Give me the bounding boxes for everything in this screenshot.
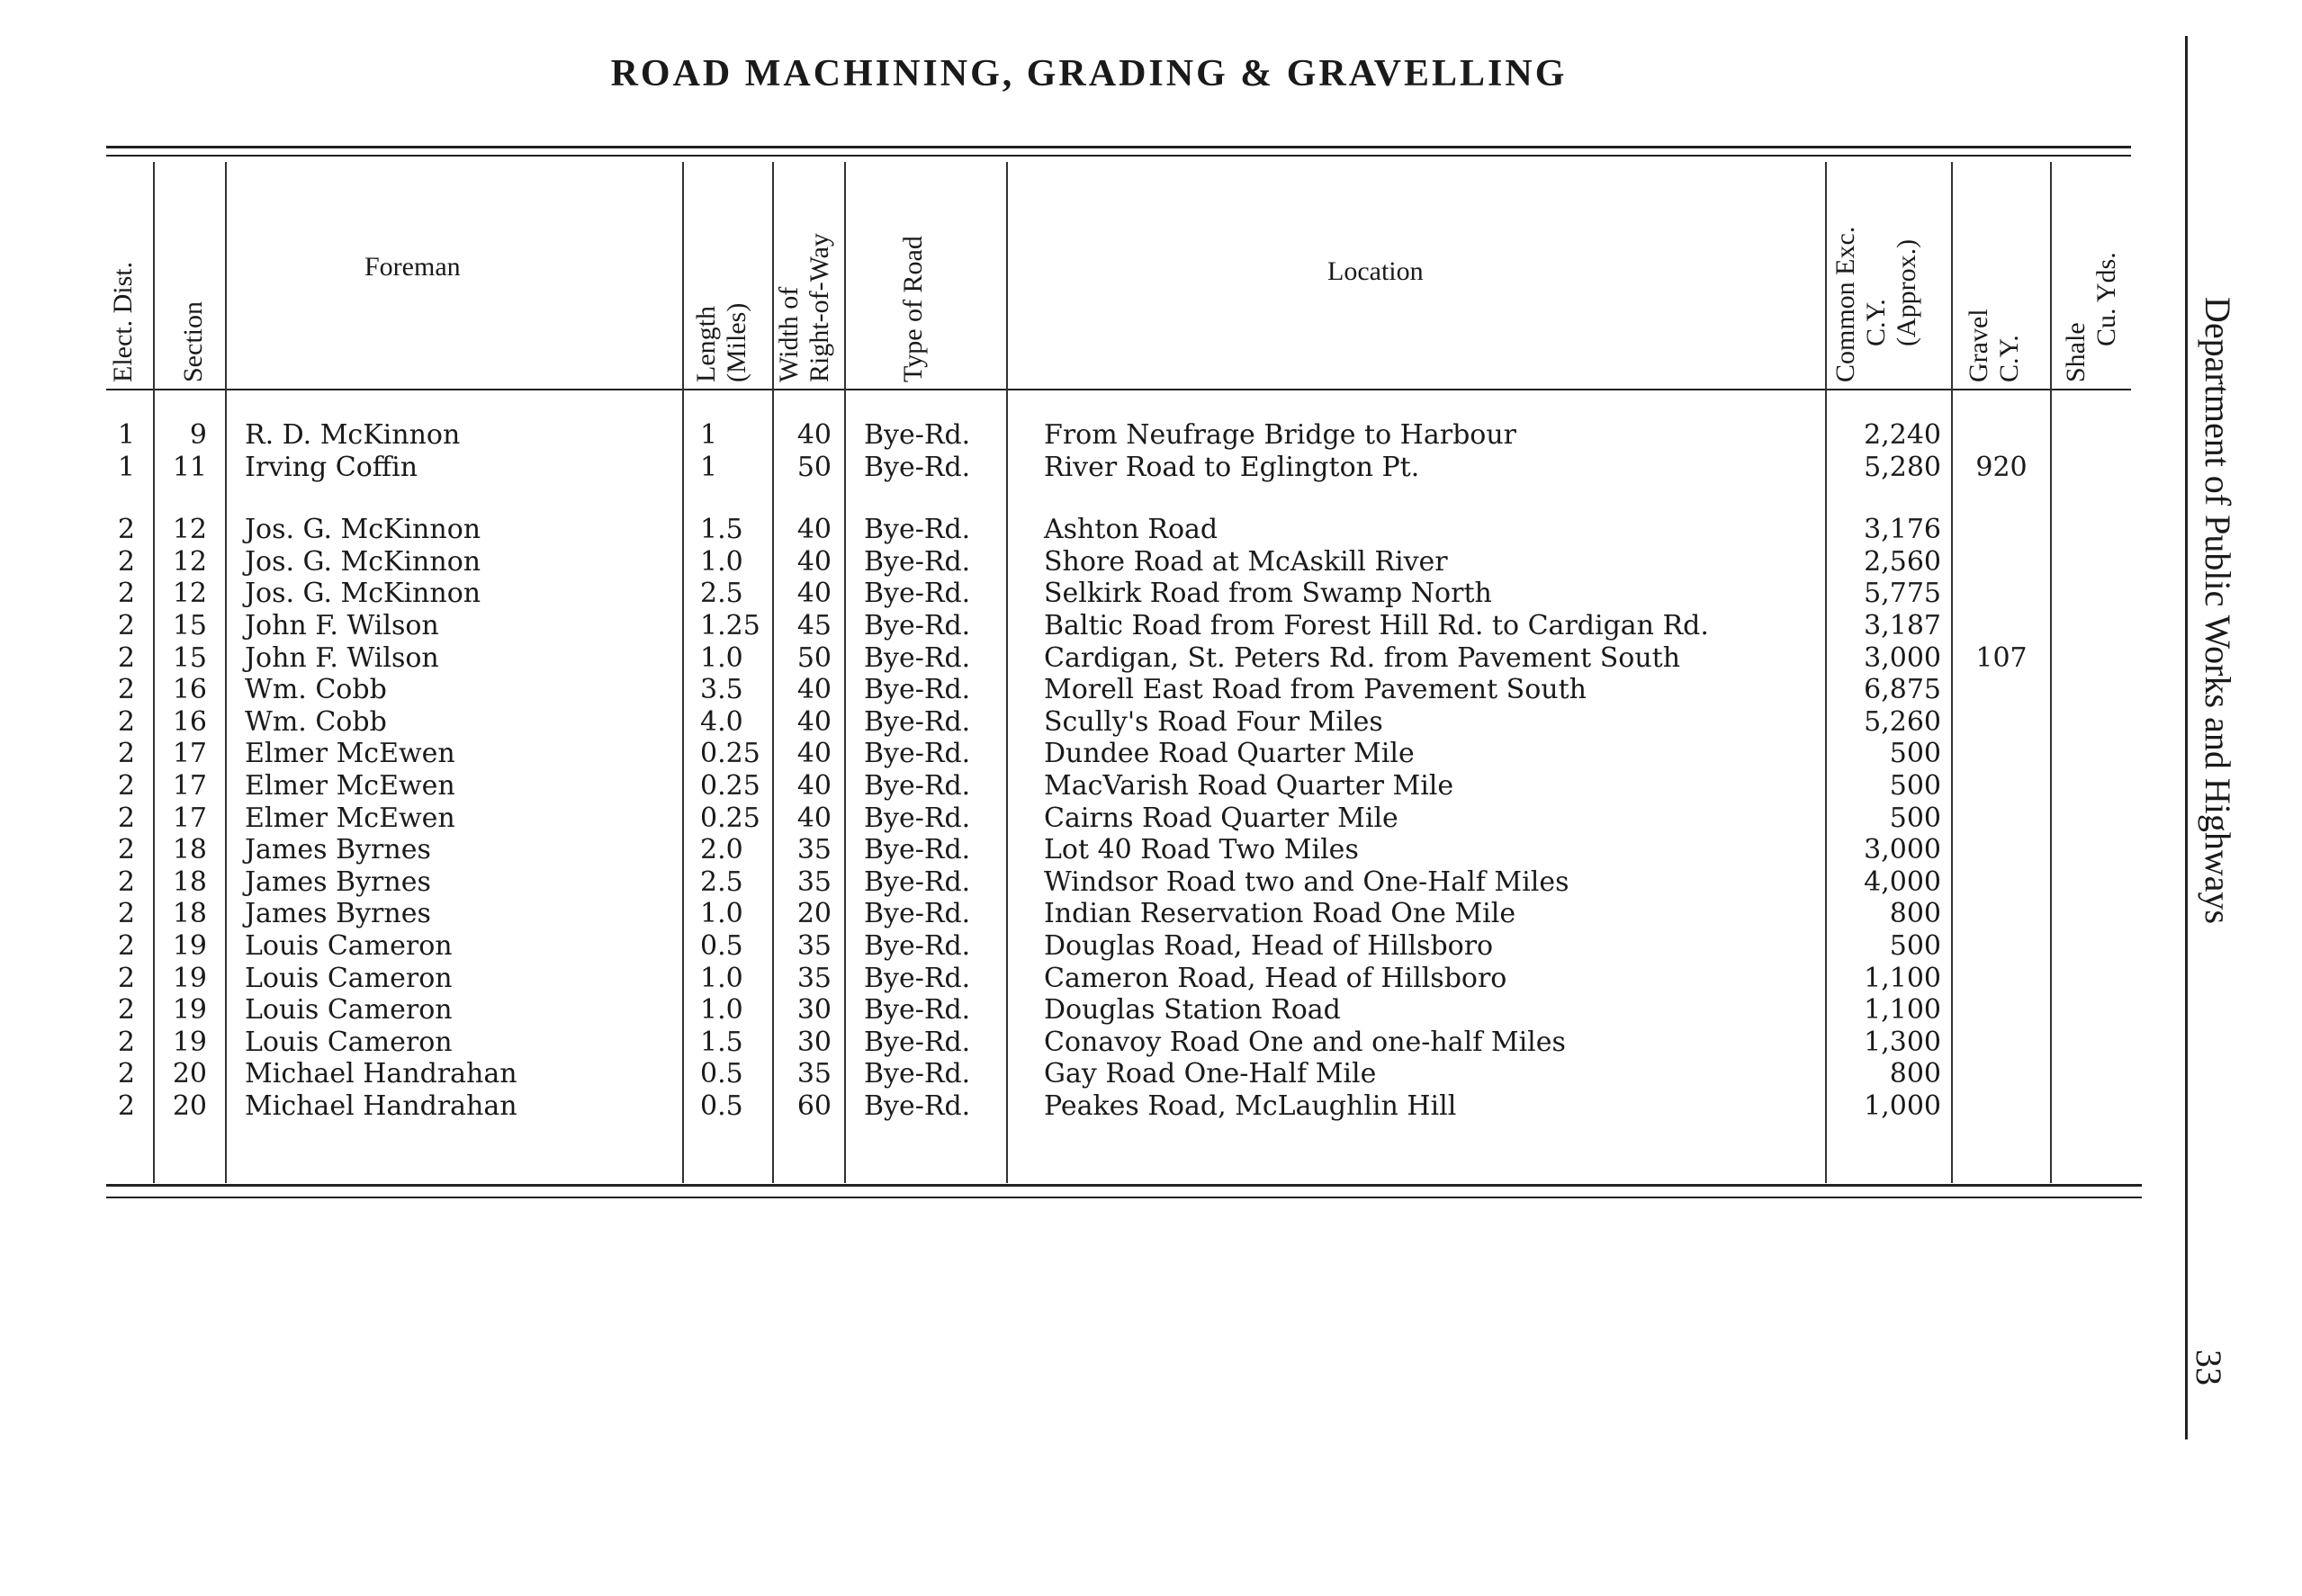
cell-length: 1.5 <box>700 514 743 546</box>
header-common-line2: C.Y. <box>1861 299 1891 346</box>
running-header: Department of Public Works and Highways <box>2198 297 2238 925</box>
cell-common-exc: 6,875 <box>1864 674 1941 706</box>
page-title: ROAD MACHINING, GRADING & GRAVELLING <box>610 53 1568 94</box>
cell-common-exc: 1,100 <box>1864 962 1941 994</box>
table-row <box>0 674 2178 706</box>
cell-elect-dist: 2 <box>117 705 135 738</box>
cell-common-exc: 2,560 <box>1864 545 1941 578</box>
table-row <box>0 610 2178 642</box>
top-rule-inner <box>106 155 2131 157</box>
cell-location: Baltic Road from Forest Hill Rd. to Cardigan Rd. <box>1044 610 1709 641</box>
table-row <box>0 546 2178 578</box>
cell-width: 30 <box>796 994 832 1027</box>
cell-elect-dist: 2 <box>117 1090 135 1122</box>
header-common-line1: Common Exc. <box>1830 226 1860 382</box>
cell-elect-dist: 2 <box>117 738 135 770</box>
cell-section: 11 <box>172 451 207 483</box>
cell-type: Bye-Rd. <box>864 641 971 674</box>
cell-common-exc: 5,775 <box>1864 578 1941 610</box>
cell-location: Morell East Road from Pavement South <box>1044 674 1587 706</box>
cell-location: Gay Road One-Half Mile <box>1044 1058 1377 1090</box>
cell-foreman: R. D. McKinnon <box>245 419 461 451</box>
cell-elect-dist: 2 <box>117 930 135 962</box>
cell-type: Bye-Rd. <box>864 834 971 866</box>
cell-location: From Neufrage Bridge to Harbour <box>1044 419 1516 451</box>
cell-location: Ashton Road <box>1044 514 1218 546</box>
cell-width: 50 <box>796 451 832 483</box>
cell-location: Scully's Road Four Miles <box>1044 705 1383 738</box>
cell-type: Bye-Rd. <box>864 930 971 962</box>
cell-elect-dist: 2 <box>117 865 135 898</box>
cell-foreman: Jos. G. McKinnon <box>245 545 481 578</box>
cell-width: 40 <box>796 419 832 451</box>
cell-common-exc: 5,280 <box>1864 451 1941 483</box>
cell-common-exc: 3,000 <box>1864 834 1941 866</box>
cell-location: Dundee Road Quarter Mile <box>1044 738 1415 770</box>
cell-location: Douglas Road, Head of Hillsboro <box>1044 930 1494 962</box>
cell-section: 16 <box>172 674 207 706</box>
cell-width: 40 <box>796 578 832 610</box>
cell-type: Bye-Rd. <box>864 802 971 834</box>
cell-gravel: 920 <box>1975 451 2028 483</box>
cell-width: 60 <box>796 1090 832 1122</box>
table-row <box>0 642 2178 675</box>
cell-type: Bye-Rd. <box>864 610 971 641</box>
cell-type: Bye-Rd. <box>864 865 971 898</box>
cell-foreman: Michael Handrahan <box>245 1058 517 1090</box>
cell-length: 0.5 <box>700 1090 743 1122</box>
cell-common-exc: 800 <box>1889 1058 1941 1090</box>
header-common-line3: (Approx.) <box>1892 238 1921 346</box>
cell-section: 15 <box>172 641 207 674</box>
cell-elect-dist: 1 <box>117 451 135 483</box>
cell-width: 40 <box>796 738 832 770</box>
cell-length: 1.25 <box>700 610 760 641</box>
header-shale-line2: Cu. Yds. <box>2091 252 2121 346</box>
cell-type: Bye-Rd. <box>864 994 971 1027</box>
cell-elect-dist: 2 <box>117 610 135 641</box>
cell-type: Bye-Rd. <box>864 419 971 451</box>
cell-common-exc: 1,000 <box>1864 1090 1941 1122</box>
cell-foreman: Louis Cameron <box>245 1026 453 1058</box>
cell-width: 45 <box>796 610 832 641</box>
cell-foreman: Wm. Cobb <box>245 705 387 738</box>
cell-section: 12 <box>172 545 207 578</box>
cell-section: 9 <box>189 419 207 451</box>
cell-type: Bye-Rd. <box>864 1058 971 1090</box>
cell-location: Douglas Station Road <box>1044 994 1341 1027</box>
cell-type: Bye-Rd. <box>864 514 971 546</box>
cell-elect-dist: 2 <box>117 898 135 930</box>
cell-width: 50 <box>796 641 832 674</box>
cell-elect-dist: 2 <box>117 1026 135 1058</box>
cell-length: 0.5 <box>700 1058 743 1090</box>
cell-section: 17 <box>172 738 207 770</box>
cell-location: Windsor Road two and One-Half Miles <box>1044 865 1569 898</box>
cell-length: 0.25 <box>700 738 760 770</box>
cell-foreman: James Byrnes <box>245 898 431 930</box>
cell-section: 12 <box>172 514 207 546</box>
cell-location: MacVarish Road Quarter Mile <box>1044 770 1454 802</box>
header-section: Section <box>178 301 208 382</box>
cell-section: 19 <box>172 994 207 1027</box>
cell-foreman: John F. Wilson <box>245 610 439 641</box>
cell-foreman: Elmer McEwen <box>245 802 455 834</box>
cell-width: 40 <box>796 770 832 802</box>
cell-location: Cairns Road Quarter Mile <box>1044 802 1398 834</box>
cell-length: 1.0 <box>700 898 743 930</box>
cell-type: Bye-Rd. <box>864 738 971 770</box>
cell-elect-dist: 2 <box>117 1058 135 1090</box>
cell-type: Bye-Rd. <box>864 962 971 994</box>
cell-width: 40 <box>796 514 832 546</box>
cell-location: Shore Road at McAskill River <box>1044 545 1448 578</box>
cell-foreman: Louis Cameron <box>245 962 453 994</box>
header-length-line1: Length <box>691 306 721 382</box>
cell-elect-dist: 1 <box>117 419 135 451</box>
top-rule <box>106 146 2131 148</box>
cell-foreman: John F. Wilson <box>245 641 439 674</box>
cell-type: Bye-Rd. <box>864 1026 971 1058</box>
cell-foreman: Irving Coffin <box>245 451 418 483</box>
header-length-line2: (Miles) <box>722 302 751 382</box>
cell-length: 1.0 <box>700 641 743 674</box>
header-type-of-road: Type of Road <box>898 236 928 382</box>
cell-length: 1 <box>700 451 718 483</box>
table-row <box>0 834 2178 866</box>
cell-section: 18 <box>172 865 207 898</box>
cell-length: 0.25 <box>700 802 760 834</box>
cell-common-exc: 5,260 <box>1864 705 1941 738</box>
cell-width: 40 <box>796 674 832 706</box>
cell-common-exc: 500 <box>1889 770 1941 802</box>
cell-section: 17 <box>172 802 207 834</box>
cell-common-exc: 500 <box>1889 802 1941 834</box>
cell-elect-dist: 2 <box>117 674 135 706</box>
cell-length: 1.0 <box>700 994 743 1027</box>
cell-length: 2.5 <box>700 578 743 610</box>
cell-type: Bye-Rd. <box>864 545 971 578</box>
cell-common-exc: 3,187 <box>1864 610 1941 641</box>
cell-foreman: Wm. Cobb <box>245 674 387 706</box>
cell-width: 35 <box>796 834 832 866</box>
cell-elect-dist: 2 <box>117 770 135 802</box>
cell-foreman: Elmer McEwen <box>245 738 455 770</box>
page-number: 33 <box>2189 1349 2229 1385</box>
cell-elect-dist: 2 <box>117 514 135 546</box>
cell-foreman: Jos. G. McKinnon <box>245 514 481 546</box>
cell-location: Conavoy Road One and one-half Miles <box>1044 1026 1566 1058</box>
cell-location: Indian Reservation Road One Mile <box>1044 898 1516 930</box>
cell-common-exc: 500 <box>1889 738 1941 770</box>
cell-location: Lot 40 Road Two Miles <box>1044 834 1359 866</box>
table-row <box>0 452 2178 484</box>
cell-width: 40 <box>796 705 832 738</box>
bottom-rule <box>106 1184 2142 1187</box>
cell-width: 40 <box>796 802 832 834</box>
cell-type: Bye-Rd. <box>864 898 971 930</box>
cell-foreman: Michael Handrahan <box>245 1090 517 1122</box>
cell-foreman: Louis Cameron <box>245 930 453 962</box>
table-row <box>0 770 2178 802</box>
cell-foreman: Jos. G. McKinnon <box>245 578 481 610</box>
cell-length: 1.0 <box>700 962 743 994</box>
header-elect-dist: Elect. Dist. <box>108 261 138 382</box>
cell-common-exc: 1,100 <box>1864 994 1941 1027</box>
cell-type: Bye-Rd. <box>864 674 971 706</box>
cell-width: 35 <box>796 962 832 994</box>
table-row <box>0 898 2178 930</box>
cell-section: 18 <box>172 898 207 930</box>
table-row <box>0 802 2178 835</box>
cell-section: 12 <box>172 578 207 610</box>
cell-type: Bye-Rd. <box>864 1090 971 1122</box>
header-foreman: Foreman <box>364 252 461 282</box>
cell-width: 35 <box>796 1058 832 1090</box>
cell-width: 40 <box>796 545 832 578</box>
cell-length: 4.0 <box>700 705 743 738</box>
cell-common-exc: 3,176 <box>1864 514 1941 546</box>
cell-elect-dist: 2 <box>117 962 135 994</box>
cell-elect-dist: 2 <box>117 994 135 1027</box>
table-row <box>0 419 2178 452</box>
cell-elect-dist: 2 <box>117 545 135 578</box>
cell-elect-dist: 2 <box>117 578 135 610</box>
cell-foreman: James Byrnes <box>245 865 431 898</box>
cell-length: 1.0 <box>700 545 743 578</box>
cell-type: Bye-Rd. <box>864 705 971 738</box>
cell-width: 20 <box>796 898 832 930</box>
cell-location: Cameron Road, Head of Hillsboro <box>1044 962 1507 994</box>
page-edge-rule <box>2185 36 2188 1439</box>
header-width-line2: Right-of-Way <box>805 233 834 382</box>
cell-length: 1.5 <box>700 1026 743 1058</box>
cell-foreman: James Byrnes <box>245 834 431 866</box>
cell-width: 35 <box>796 930 832 962</box>
cell-section: 17 <box>172 770 207 802</box>
cell-gravel: 107 <box>1975 641 2028 674</box>
table-row <box>0 1090 2178 1123</box>
cell-width: 30 <box>796 1026 832 1058</box>
cell-length: 3.5 <box>700 674 743 706</box>
table-row <box>0 514 2178 546</box>
cell-location: Cardigan, St. Peters Rd. from Pavement South <box>1044 641 1681 674</box>
table-row <box>0 1027 2178 1059</box>
cell-section: 18 <box>172 834 207 866</box>
cell-location: Selkirk Road from Swamp North <box>1044 578 1492 610</box>
cell-foreman: Elmer McEwen <box>245 770 455 802</box>
header-location: Location <box>1327 256 1424 286</box>
table-row <box>0 866 2178 899</box>
cell-section: 19 <box>172 930 207 962</box>
cell-location: River Road to Eglington Pt. <box>1044 451 1420 483</box>
cell-common-exc: 500 <box>1889 930 1941 962</box>
cell-type: Bye-Rd. <box>864 451 971 483</box>
cell-common-exc: 800 <box>1889 898 1941 930</box>
header-rule <box>106 389 2131 390</box>
cell-elect-dist: 2 <box>117 641 135 674</box>
header-gravel-line1: Gravel <box>1964 309 1993 382</box>
table-row <box>0 930 2178 963</box>
cell-length: 0.25 <box>700 770 760 802</box>
table-row <box>0 706 2178 739</box>
bottom-rule-inner <box>106 1197 2142 1198</box>
cell-length: 2.0 <box>700 834 743 866</box>
cell-section: 15 <box>172 610 207 641</box>
table-row <box>0 738 2178 770</box>
cell-common-exc: 2,240 <box>1864 419 1941 451</box>
table-row <box>0 578 2178 610</box>
table-row <box>0 1058 2178 1090</box>
cell-common-exc: 3,000 <box>1864 641 1941 674</box>
cell-elect-dist: 2 <box>117 802 135 834</box>
cell-width: 35 <box>796 865 832 898</box>
cell-foreman: Louis Cameron <box>245 994 453 1027</box>
table-row <box>0 963 2178 995</box>
cell-section: 19 <box>172 962 207 994</box>
cell-elect-dist: 2 <box>117 834 135 866</box>
cell-type: Bye-Rd. <box>864 770 971 802</box>
cell-length: 2.5 <box>700 865 743 898</box>
cell-type: Bye-Rd. <box>864 578 971 610</box>
cell-length: 0.5 <box>700 930 743 962</box>
cell-location: Peakes Road, McLaughlin Hill <box>1044 1090 1457 1122</box>
cell-section: 20 <box>172 1090 207 1122</box>
cell-section: 16 <box>172 705 207 738</box>
cell-length: 1 <box>700 419 718 451</box>
header-gravel-line2: C.Y. <box>1994 335 2024 382</box>
header-shale-line1: Shale <box>2061 322 2091 382</box>
cell-section: 20 <box>172 1058 207 1090</box>
cell-common-exc: 1,300 <box>1864 1026 1941 1058</box>
header-width-line1: Width of <box>774 286 804 382</box>
cell-common-exc: 4,000 <box>1864 865 1941 898</box>
cell-section: 19 <box>172 1026 207 1058</box>
table-row <box>0 994 2178 1027</box>
